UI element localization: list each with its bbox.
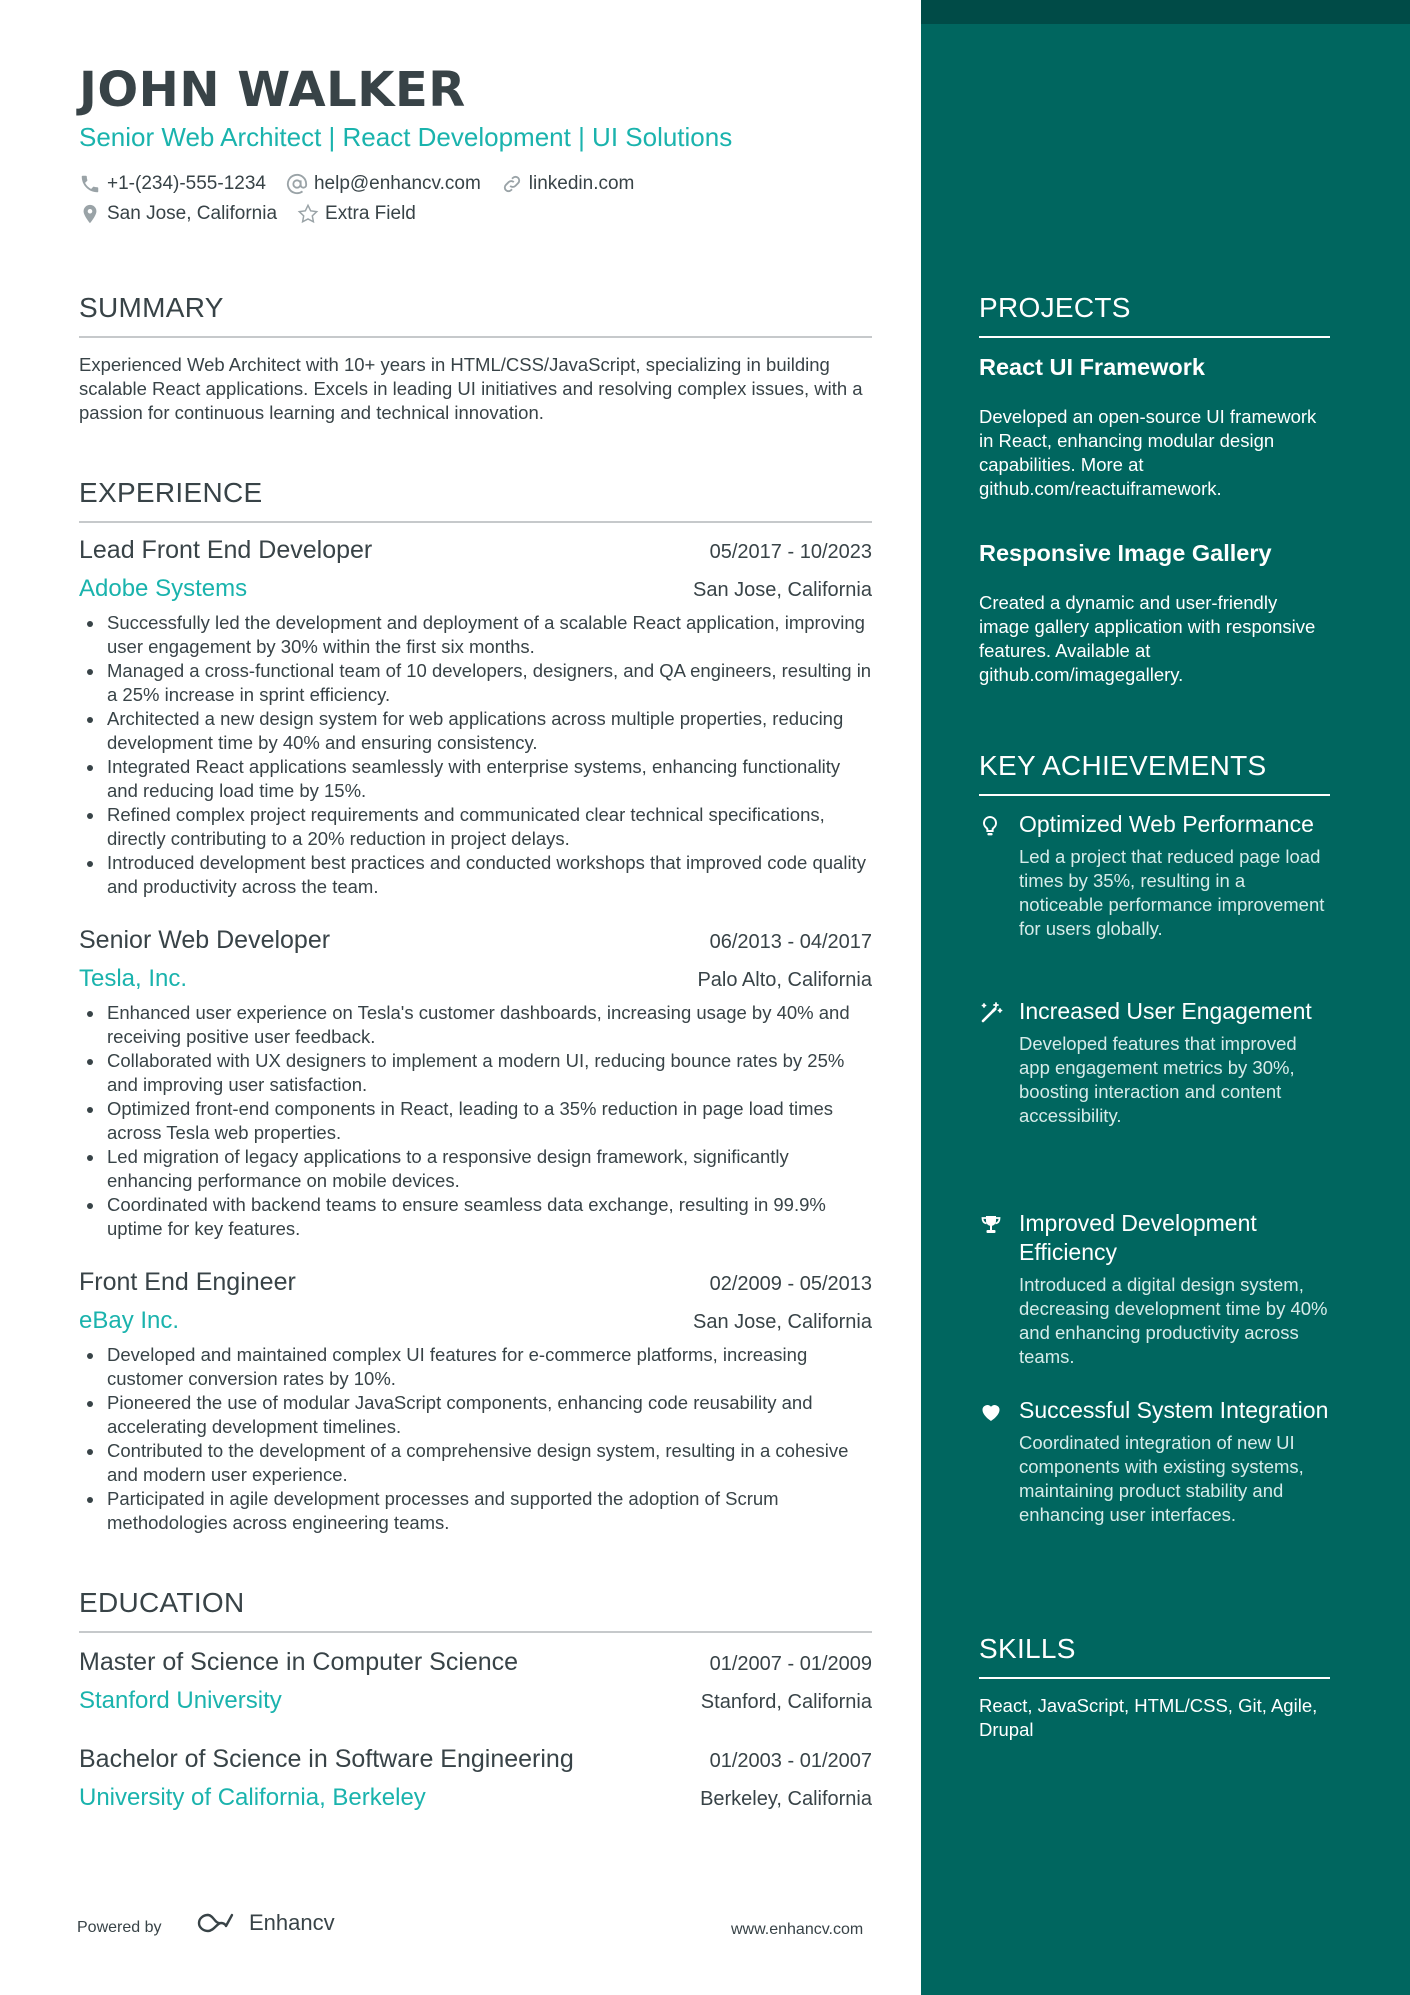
enhancv-logo-icon bbox=[195, 1911, 241, 1935]
job-bullet: Enhanced user experience on Tesla's customer dashboards, increasing usage by 40% and receiving positive user feedback. bbox=[79, 1001, 872, 1049]
magic-wand-icon bbox=[979, 1001, 1003, 1025]
job-bullet: Participated in agile development processes and supported the adoption of Scrum methodologies across engineering teams. bbox=[79, 1487, 872, 1535]
job-bullet: Introduced development best practices and conducted workshops that improved code quality and productivity across the team. bbox=[79, 851, 872, 899]
education-school: Stanford University bbox=[79, 1687, 282, 1714]
education-dates: 01/2007 - 01/2009 bbox=[709, 1653, 872, 1675]
achievement-icon-wrap bbox=[979, 810, 1019, 941]
job-bullets bbox=[79, 611, 872, 899]
candidate-headline: Senior Web Architect | React Development | UI Solutions bbox=[79, 122, 733, 152]
job-company-row bbox=[79, 575, 872, 603]
job-company-row bbox=[79, 1307, 872, 1335]
footer-website[interactable]: www.enhancv.com bbox=[731, 1921, 864, 1938]
enhancv-logo-text: Enhancv bbox=[249, 1910, 335, 1935]
project-title: Responsive Image Gallery bbox=[979, 540, 1272, 566]
job-bullet: Pioneered the use of modular JavaScript components, enhancing code reusability and accelerating development timelines. bbox=[79, 1391, 872, 1439]
link-icon bbox=[501, 173, 523, 195]
job-location: San Jose, California bbox=[693, 1311, 872, 1333]
achievements-title: KEY ACHIEVEMENTS bbox=[979, 750, 1330, 796]
contact-location-text: San Jose, California bbox=[107, 203, 278, 224]
education-entry bbox=[79, 1745, 872, 1812]
job-title: Front End Engineer bbox=[79, 1268, 296, 1296]
lightbulb-icon bbox=[979, 814, 1001, 838]
achievement-title: Increased User Engagement bbox=[1019, 998, 1312, 1024]
job-bullets bbox=[79, 1001, 872, 1241]
achievement-icon-wrap bbox=[979, 1396, 1019, 1527]
job-bullets bbox=[79, 1343, 872, 1535]
education-location: Stanford, California bbox=[700, 1691, 872, 1713]
contact-email[interactable] bbox=[286, 173, 481, 195]
project-entry bbox=[979, 354, 1330, 501]
achievement-description: Developed features that improved app engagement metrics by 30%, boosting interaction and content accessibility. bbox=[1019, 1033, 1297, 1126]
job-header-row bbox=[79, 536, 872, 565]
job-dates: 05/2017 - 10/2023 bbox=[709, 541, 872, 563]
contact-row-2 bbox=[79, 203, 436, 225]
achievement-icon-wrap bbox=[979, 1209, 1019, 1369]
education-location: Berkeley, California bbox=[700, 1788, 872, 1810]
education-degree: Bachelor of Science in Software Engineering bbox=[79, 1745, 574, 1773]
job-dates: 02/2009 - 05/2013 bbox=[709, 1273, 872, 1295]
achievement-title: Improved Development Efficiency bbox=[1019, 1210, 1257, 1265]
project-title: React UI Framework bbox=[979, 354, 1205, 380]
job-entry bbox=[79, 926, 872, 1241]
education-title: EDUCATION bbox=[79, 1587, 872, 1633]
job-dates: 06/2013 - 04/2017 bbox=[709, 931, 872, 953]
achievement-description: Introduced a digital design system, decreasing development time by 40% and enhancing productivity across teams. bbox=[1019, 1274, 1328, 1367]
skills-title: SKILLS bbox=[979, 1633, 1330, 1679]
education-school-row bbox=[79, 1784, 872, 1812]
job-entry bbox=[79, 1268, 872, 1535]
job-bullet: Led migration of legacy applications to a responsive design framework, significantly enhancing performance on mobile devices. bbox=[79, 1145, 872, 1193]
heart-icon bbox=[979, 1400, 1003, 1424]
job-header-row bbox=[79, 926, 872, 955]
job-bullet: Developed and maintained complex UI features for e-commerce platforms, increasing customer conversion rates by 10%. bbox=[79, 1343, 872, 1391]
experience-title: EXPERIENCE bbox=[79, 477, 872, 523]
job-company: eBay Inc. bbox=[79, 1307, 180, 1334]
achievement-entry bbox=[979, 1209, 1330, 1369]
education-header-row bbox=[79, 1648, 872, 1677]
job-header-row bbox=[79, 1268, 872, 1297]
achievement-body bbox=[1019, 1396, 1330, 1527]
job-company-row bbox=[79, 965, 872, 993]
achievement-title: Successful System Integration bbox=[1019, 1397, 1329, 1423]
education-degree: Master of Science in Computer Science bbox=[79, 1648, 519, 1676]
contact-location bbox=[79, 203, 277, 225]
enhancv-logo[interactable] bbox=[195, 1910, 335, 1936]
job-bullet: Refined complex project requirements and communicated clear technical specifications, directly contributing to a 20% reduction in project delays. bbox=[79, 803, 872, 851]
powered-by-label: Powered by bbox=[77, 1919, 162, 1936]
summary-title: SUMMARY bbox=[79, 292, 872, 338]
phone-icon bbox=[79, 173, 101, 195]
education-school: University of California, Berkeley bbox=[79, 1784, 426, 1811]
contact-phone bbox=[79, 173, 266, 195]
job-bullet: Successfully led the development and deployment of a scalable React application, improving user engagement by 30% within the first six months. bbox=[79, 611, 872, 659]
job-bullet: Collaborated with UX designers to implement a modern UI, reducing bounce rates by 25% and improving user satisfaction. bbox=[79, 1049, 872, 1097]
project-entry bbox=[979, 540, 1330, 687]
education-header-row bbox=[79, 1745, 872, 1774]
job-bullet: Coordinated with backend teams to ensure seamless data exchange, resulting in 99.9% uptime for key features. bbox=[79, 1193, 872, 1241]
summary-text: Experienced Web Architect with 10+ years in HTML/CSS/JavaScript, specializing in building scalable React applications. Excels in leading UI initiatives and resolving complex issues, with a passion for continuous learning and technical innovation. bbox=[79, 354, 863, 423]
contact-email-text[interactable]: help@enhancv.com bbox=[313, 173, 481, 194]
achievement-body bbox=[1019, 997, 1330, 1128]
achievement-entry bbox=[979, 997, 1330, 1128]
project-description: Developed an open-source UI framework in React, enhancing modular design capabilities. More at github.com/reactuiframework. bbox=[979, 406, 1317, 499]
achievement-entry bbox=[979, 810, 1330, 941]
achievement-body bbox=[1019, 1209, 1330, 1369]
contact-extra-text: Extra Field bbox=[325, 203, 416, 224]
job-location: Palo Alto, California bbox=[697, 969, 872, 991]
job-entry bbox=[79, 536, 872, 899]
contact-row-1 bbox=[79, 173, 654, 195]
job-bullet: Integrated React applications seamlessly with enterprise systems, enhancing functionality and reducing load time by 15%. bbox=[79, 755, 872, 803]
job-location: San Jose, California bbox=[693, 579, 872, 601]
job-company: Adobe Systems bbox=[79, 575, 248, 602]
skills-text: React, JavaScript, HTML/CSS, Git, Agile, Drupal bbox=[979, 1695, 1318, 1740]
job-bullet: Optimized front-end components in React, leading to a 35% reduction in page load times across Tesla web properties. bbox=[79, 1097, 872, 1145]
job-bullet: Architected a new design system for web applications across multiple properties, reducing development time by 40% and ensuring consistency. bbox=[79, 707, 872, 755]
job-bullet: Contributed to the development of a comprehensive design system, resulting in a cohesive and modern user experience. bbox=[79, 1439, 872, 1487]
project-description: Created a dynamic and user-friendly image gallery application with responsive features. Available at github.com/imagegallery. bbox=[979, 592, 1316, 685]
education-entry bbox=[79, 1648, 872, 1715]
contact-phone-text: +1-(234)-555-1234 bbox=[107, 173, 266, 194]
achievement-description: Led a project that reduced page load times by 35%, resulting in a noticeable performance improvement for users globally. bbox=[1019, 846, 1325, 939]
contact-linkedin[interactable] bbox=[501, 173, 635, 195]
job-bullet: Managed a cross-functional team of 10 developers, designers, and QA engineers, resulting in a 25% increase in sprint efficiency. bbox=[79, 659, 872, 707]
achievement-body bbox=[1019, 810, 1330, 941]
job-company: Tesla, Inc. bbox=[79, 965, 188, 992]
education-dates: 01/2003 - 01/2007 bbox=[709, 1750, 872, 1772]
at-sign-icon bbox=[286, 173, 308, 195]
location-pin-icon bbox=[79, 203, 101, 225]
candidate-name: JOHN WALKER bbox=[79, 62, 466, 118]
achievement-icon-wrap bbox=[979, 997, 1019, 1128]
star-icon bbox=[297, 203, 319, 225]
job-title: Lead Front End Developer bbox=[79, 536, 373, 564]
achievement-entry bbox=[979, 1396, 1330, 1527]
education-school-row bbox=[79, 1687, 872, 1715]
trophy-icon bbox=[979, 1213, 1003, 1237]
achievement-title: Optimized Web Performance bbox=[1019, 811, 1314, 837]
job-title: Senior Web Developer bbox=[79, 926, 331, 954]
achievement-description: Coordinated integration of new UI components with existing systems, maintaining product stability and enhancing user interfaces. bbox=[1019, 1432, 1304, 1525]
sidebar-top-band bbox=[921, 0, 1410, 24]
projects-title: PROJECTS bbox=[979, 292, 1330, 338]
contact-linkedin-text[interactable]: linkedin.com bbox=[528, 173, 635, 194]
contact-extra bbox=[297, 203, 416, 225]
